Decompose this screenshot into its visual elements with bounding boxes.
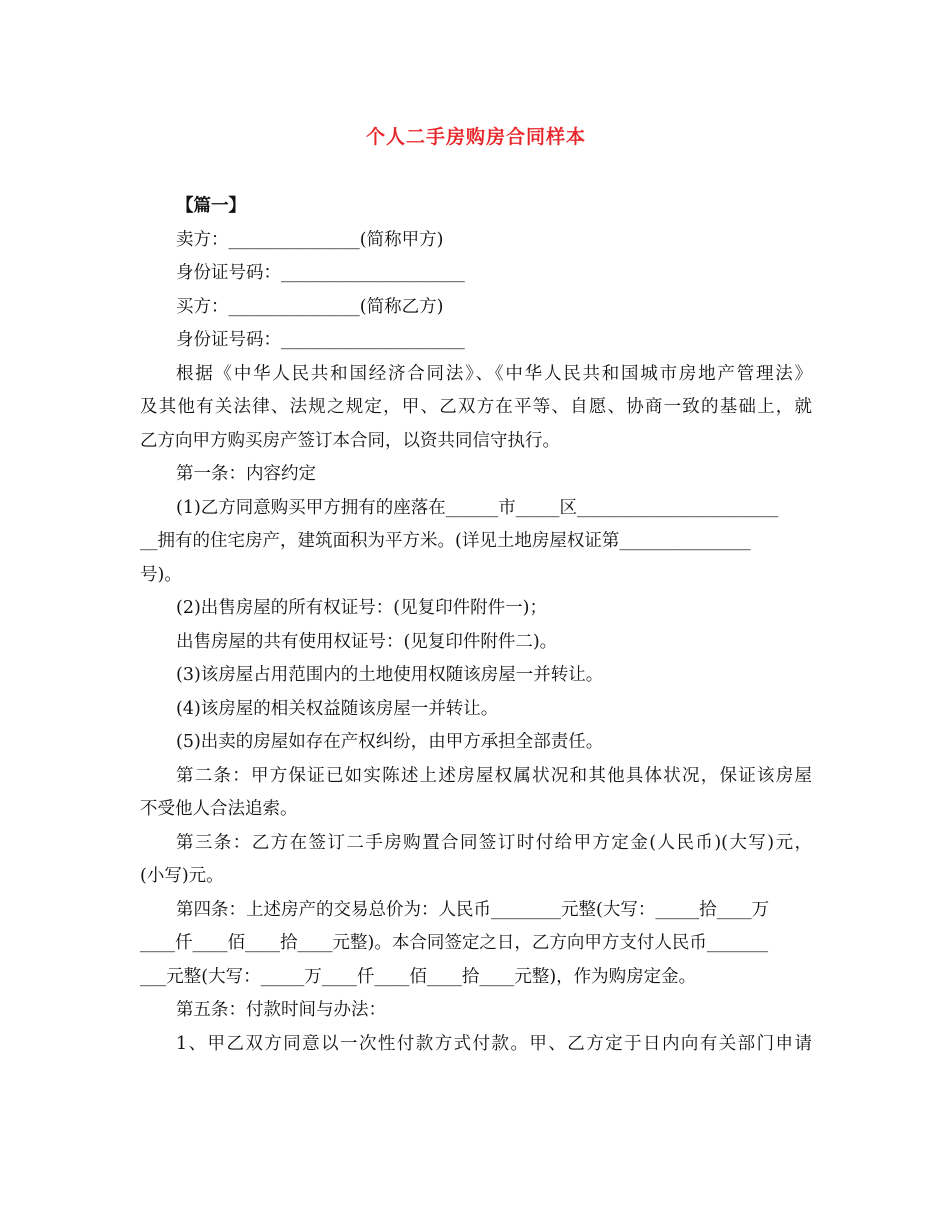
paragraph-line: 不受他人合法追索。 — [140, 799, 298, 819]
paragraph-line: ____仟____佰____拾____元整)。本合同签定之日，乙方向甲方支付人民币_______ — [140, 933, 769, 953]
paragraph-line: 第三条：乙方在签订二手房购置合同签订时付给甲方定金(人民币)(大写)元， — [176, 832, 812, 853]
paragraph-line: (5)出卖的房屋如存在产权纠纷，由甲方承担全部责任。 — [176, 732, 604, 752]
article-heading: 第五条：付款时间与办法： — [176, 1000, 386, 1020]
buyer-id-line: 身份证号码：_____________________ — [176, 330, 465, 350]
paragraph-line: 及其他有关法律、法规之规定，甲、乙双方在平等、自愿、协商一致的基础上，就 — [140, 397, 812, 417]
paragraph-line: 第四条：上述房产的交易总价为：人民币________元整(大写：_____拾____万 — [176, 899, 770, 920]
paragraph-line: 号)。 — [140, 564, 182, 585]
seller-id-line: 身份证号码：_____________________ — [176, 263, 465, 283]
paragraph-line: 出售房屋的共有使用权证号：(见复印件附件二)。 — [176, 631, 558, 652]
paragraph-line: __拥有的住宅房产，建筑面积为平方米。(详见土地房屋权证第_______________ — [140, 531, 751, 551]
paragraph-line: 1、甲乙双方同意以一次性付款方式付款。甲、乙方定于日内向有关部门申请 — [176, 1033, 812, 1054]
article-heading: 第一条：内容约定 — [176, 464, 316, 484]
paragraph-line: 乙方向甲方购买房产签订本合同，以资共同信守执行。 — [140, 430, 560, 451]
seller-line: 卖方：_______________(简称甲方) — [176, 229, 444, 250]
paragraph-line: 根据《中华人民共和国经济合同法》、《中华人民共和国城市房地产管理法》 — [176, 363, 812, 384]
paragraph-line: (小写)元。 — [140, 866, 224, 886]
paragraph-line: 第二条：甲方保证已如实陈述上述房屋权属状况和其他具体状况，保证该房屋 — [176, 765, 812, 786]
paragraph-line: (3)该房屋占用范围内的土地使用权随该房屋一并转让。 — [176, 665, 604, 685]
paragraph-line: (2)出售房屋的所有权证号：(见复印件附件一)； — [176, 598, 547, 618]
paragraph-line: (1)乙方同意购买甲方拥有的座落在______市_____区_______________________ — [176, 497, 779, 518]
buyer-line: 买方：_______________(简称乙方) — [176, 296, 444, 317]
paragraph-line: (4)该房屋的相关权益随该房屋一并转让。 — [176, 698, 499, 719]
document-body — [140, 190, 812, 1061]
section-heading: 【篇一】 — [176, 196, 246, 216]
paragraph-line: ___元整(大写：_____万____仟____佰____拾____元整)，作为购房定金。 — [140, 966, 697, 987]
document-title: 个人二手房购房合同样本 — [365, 126, 586, 148]
